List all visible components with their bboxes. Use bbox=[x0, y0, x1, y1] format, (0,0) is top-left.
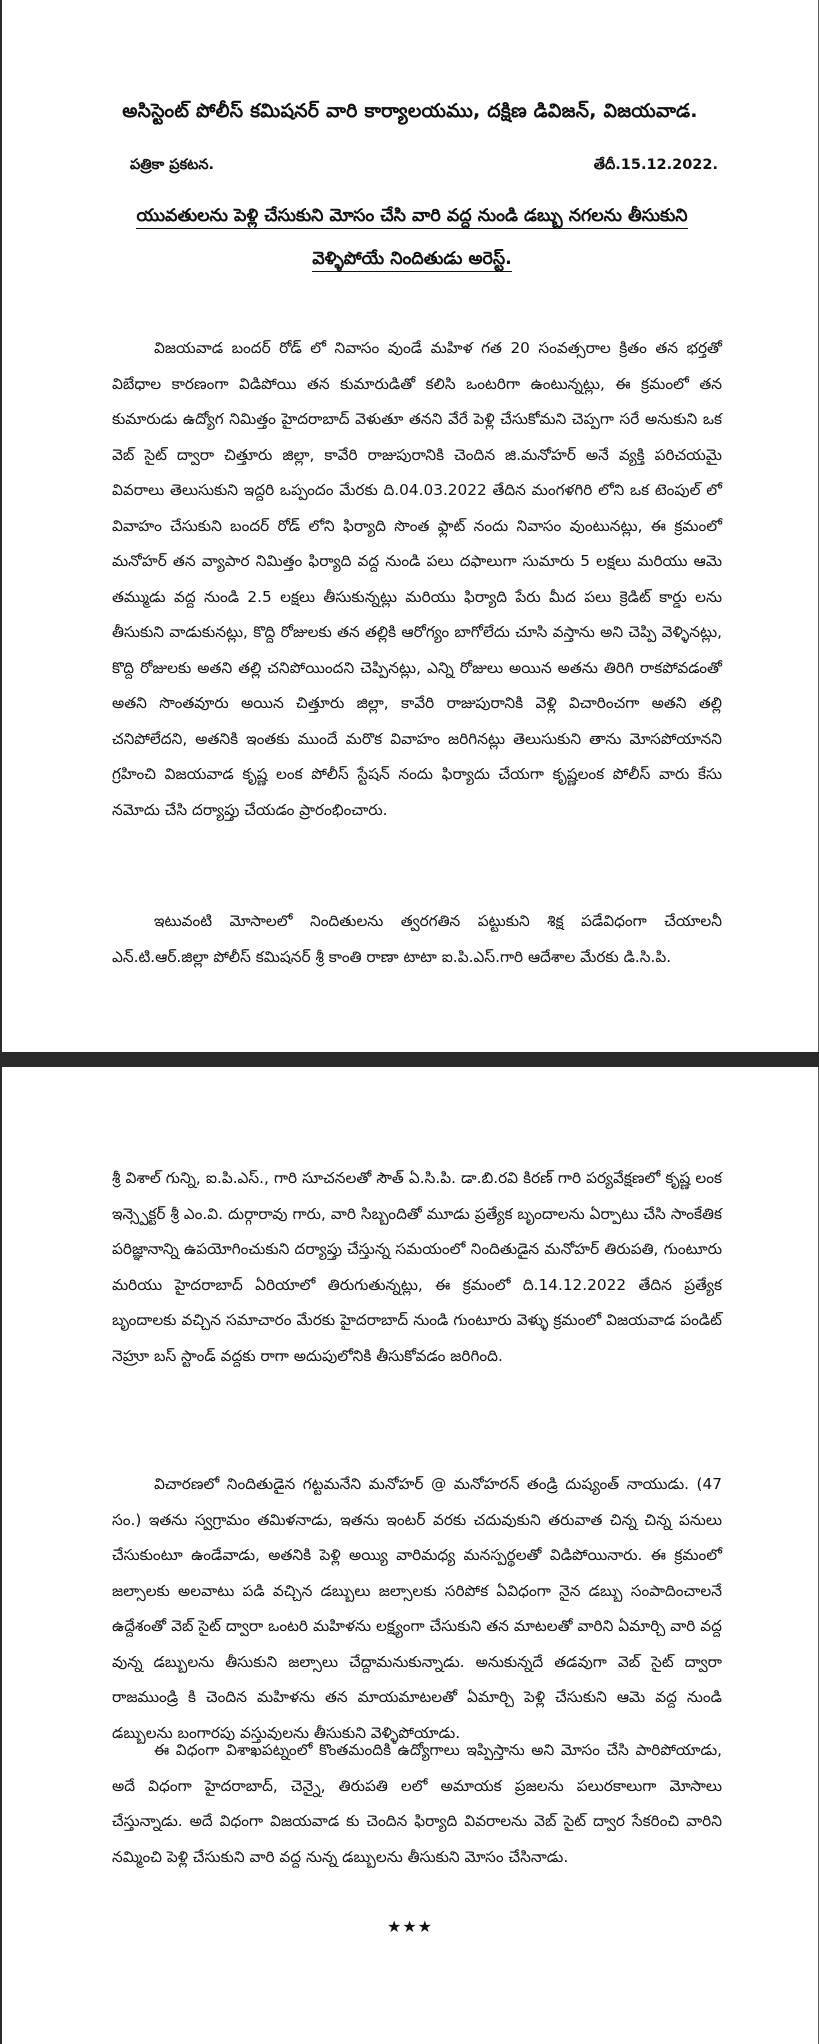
document-page-1 bbox=[2, 0, 818, 1052]
page-separator bbox=[0, 1052, 819, 1067]
document-page-2 bbox=[2, 1067, 818, 2044]
headline-line-1: యువతులను పెళ్లి చేసుకుని మోసం చేసి వారి వద్ద నుండి డబ్బు నగలను తీసుకుని bbox=[136, 206, 687, 229]
body-paragraph-3: శ్రీ విశాల్ గున్ని, ఐ.పి.ఎస్., గారి సూచనలతో సౌత్ ఏ.సి.పి. డా.బి.రవి కిరణ్ గారి పర్యవేక్షణలో కృష్ణ లంక ఇన్స్పెక్టర్ శ్రీ ఎం.వి. దుర్గారావు గారు, వారి సిబ్బందితో మూడు ప్రత్యేక బృందాలను ఏర్పాటు చేసి సాంకేతిక పరిజ్ఞానాన్ని ఉపయోగించుకుని దర్యాప్తు చేస్తున్న సమయంలో నిందితుడైన మనోహర్ తిరుపతి, గుంటూరు మరియు హైదరాబాద్ ఏరియాలో తిరుగుతున్నట్లు, ఈ క్రమంలో ది.14.12.2022 తేదిన ప్రత్యేక బృందాలకు వచ్చిన సమాచారం మేరకు హైదరాబాద్ నుండి గుంటూరు వెళ్ళు క్రమంలో విజయవాడ పండిట్ నెహ్రూ బస్ స్టాండ్ వద్దకు రాగా అదుపులోనికి తీసుకోవడం జరిగింది. bbox=[112, 1169, 722, 1365]
end-of-document-mark: ★★★ bbox=[386, 1917, 434, 1936]
body-paragraph-2: ఇటువంటి మోసాలలో నిందితులను త్వరగతిన పట్టుకుని శిక్ష పడేవిధంగా చేయాలనీ ఎన్.టి.ఆర్.జిల్లా పోలీస్ కమిషనర్ శ్రీ కాంతి రాణా టాటా ఐ.పి.ఎస్.గారి ఆదేశాల మేరకు డి.సి.పి. bbox=[112, 912, 722, 966]
body-paragraph-5: ఈ విధంగా విశాఖపట్నంలో కొంతమందికి ఉద్యోగాలు ఇప్పిస్తాను అని మోసం చేసి పారిపోయాడు, అదే విధంగా హైదరాబాద్, చెన్నై, తిరుపతి లలో అమాయక ప్రజలను పలురకాలుగా మోసాలు చేస్తున్నాడు. అదే విధంగా విజయవాడ కు చెందిన ఫిర్యాది వివరాలను వెబ్ సైట్ ద్వార సేకరించి వారిని నమ్మించి పెళ్లి చేసుకుని వారి వద్ద నున్న డబ్బులను తీసుకుని మోసం చేసినాడు. bbox=[112, 1741, 722, 1866]
headline bbox=[122, 195, 702, 281]
office-header-title: అసిస్టెంట్ పోలీస్ కమిషనర్ వారి కార్యాలయము, దక్షిణ డివిజన్, విజయవాడ. bbox=[122, 100, 698, 122]
press-release-label: పత్రికా ప్రకటన. bbox=[130, 157, 215, 173]
document-date: తేదీ.15.12.2022. bbox=[593, 157, 718, 173]
body-paragraph-1: విజయవాడ బందర్ రోడ్ లో నివాసం వుండే మహిళ గత 20 సంవత్సరాల క్రితం తన భర్తతో విబేధాల కారణంగా విడిపోయి తన కుమారుడితో కలిసి ఒంటరిగా ఉంటున్నట్లు, ఈ క్రమంలో తన కుమారుడు ఉద్యోగ నిమిత్తం హైదరాబాద్ వెళుతూ తనని వేరే పెళ్లి చేసుకోమని చెప్పగా సరే అనుకుని ఒక వెబ్ సైట్ ద్వారా చిత్తూరు జిల్లా, కావేరి రాజుపురానికి చెందిన జి.మనోహర్ అనే వ్యక్తి పరిచయమై వివరాలు తెలుసుకుని ఇద్దరి ఒప్పందం మేరకు ది.04.03.2022 తేదిన మంగళగిరి లోని ఒక టెంపుల్ లో వివాహం చేసుకుని బందర్ రోడ్ లోని ఫిర్యాది సొంత ఫ్లాట్ నందు నివాసం వుంటునట్లు, ఈ క్రమంలో మనోహర్ తన వ్యాపార నిమిత్తం ఫిర్యాది వద్ద నుండి పలు దఫాలుగా సుమారు 5 లక్షలు మరియు ఆమె తమ్ముడు వద్ద నుండి 2.5 లక్షలు తీసుకున్నట్లు మరియు ఫిర్యాది పేరు మీద పలు క్రెడిట్ కార్డు లను తీసుకుని వాడుకునట్లు, కొద్ది రోజులకు తన తల్లికి ఆరోగ్యం బాగోలేదు చూసి వస్తాను అని చెప్పి వెళ్ళినట్లు, కొద్ది రోజులకు అతని తల్లి చనిపోయిందని చెప్పినట్లు, ఎన్ని రోజులు అయిన అతను తిరిగి రాకపోవడంతో అతని సొంతవూరు అయిన చిత్తూరు జిల్లా, కావేరి రాజుపురానికి వెళ్లి విచారించగా అతని తల్లి చనిపోలేదని, అతనికి ఇంతకు ముందే మరొక వివాహం జరిగినట్లు తెలుసుకుని తాను మోసపోయానని గ్రహించి విజయవాడ కృష్ణ లంక పోలీస్ స్టేషన్ నందు ఫిర్యాదు చేయగా కృష్ణలంక పోలీస్ వారు కేసు నమోదు చేసి దర్యాప్తు చేయడం ప్రారంభించారు. bbox=[112, 339, 722, 819]
body-paragraph-4: విచారణలో నిందితుడైన గట్టమనేని మనోహర్ @ మనోహరన్ తండ్రి దుష్యంత్ నాయుడు. (47 సం.) ఇతను స్వగ్రామం తమిళనాడు, ఇతను ఇంటర్ వరకు చదువుకుని తరువాత చిన్న చిన్న పనులు చేసుకుంటూ ఉండేవాడు, అతనికి పెళ్లి అయ్యి వారిమధ్య మనస్పర్థలతో విడిపోయినారు. ఈ క్రమంలో జల్సాలకు అలవాటు పడి వచ్చిన డబ్బులు జల్సాలకు సరిపోక ఏవిధంగా నైన డబ్బు సంపాదించాలనే ఉద్దేశంతో వెబ్ సైట్ ద్వారా ఒంటరి మహిళను లక్ష్యంగా చేసుకుని తన మాటలతో వారిని ఏమార్చి వారి వద్ద వున్న డబ్బులను తీసుకుని జల్సాలు చేద్దామనుకున్నాడు. అనుకున్నదే తడవుగా వెబ్ సైట్ ద్వారా రాజముండ్రి కి చెందిన మహిళను తన మాయమాటలతో ఏమార్చి పెళ్లి చేసుకుని ఆమె వద్ద నుండి డబ్బులను బంగారపు వస్తువులను తీసుకుని వెళ్ళిపోయాడు. bbox=[112, 1475, 722, 1742]
headline-line-2: వెళ్ళిపోయే నిందితుడు అరెస్ట్. bbox=[312, 249, 512, 272]
